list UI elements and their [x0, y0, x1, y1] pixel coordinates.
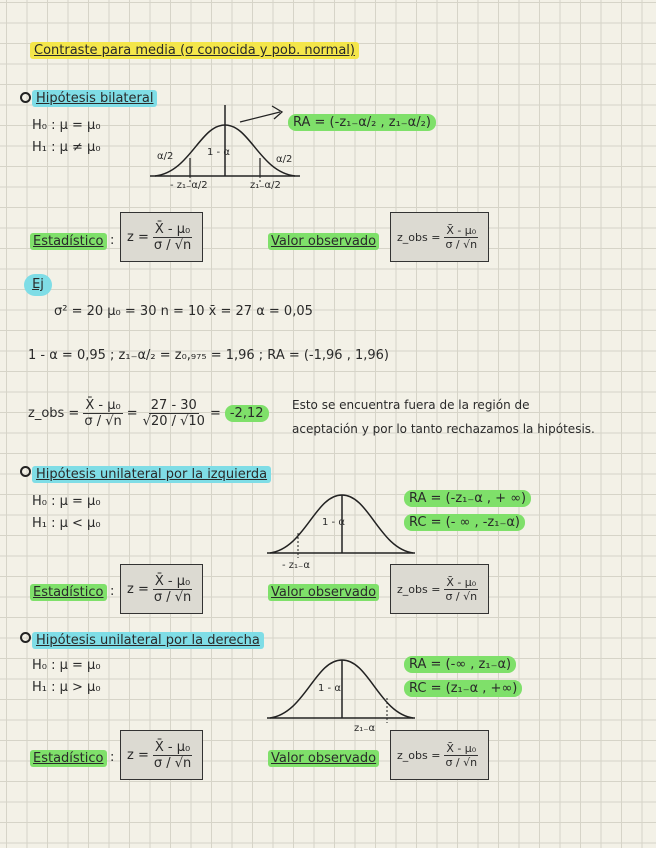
obs-denominator: σ / √n [445, 237, 478, 251]
example-given: σ² = 20 μ₀ = 30 n = 10 x̄ = 27 α = 0,05 [54, 304, 313, 319]
h1-right: H₁ : μ > μ₀ [32, 680, 101, 695]
estadistico-label: Estadístico [30, 750, 107, 767]
example-f1-num: X̄ - μ₀ [85, 398, 121, 413]
formula-denominator: σ / √n [153, 589, 192, 605]
h0-bilateral: H₀ : μ = μ₀ [32, 118, 101, 133]
page-title: Contraste para media (σ conocida y pob. normal) [30, 42, 359, 59]
bullet-icon [20, 632, 31, 643]
statistic-formula-box [120, 564, 203, 614]
example-f2-den: √20 / √10 [142, 414, 205, 429]
formula-denominator: σ / √n [153, 237, 192, 253]
bullet-icon [20, 466, 31, 477]
example-zobs-label: z_obs = [28, 406, 80, 421]
example-line2: 1 - α = 0,95 ; z₁₋α/₂ = z₀,₉₇₅ = 1,96 ; RA = (-1,96 , 1,96) [28, 348, 389, 363]
z-symbol: z = [127, 581, 149, 597]
statistic-formula-box [120, 212, 203, 262]
z-symbol: z = [127, 747, 149, 763]
h1-left: H₁ : μ < μ₀ [32, 516, 101, 531]
zobs-symbol: z_obs = [397, 582, 441, 596]
formula-numerator: X̄ - μ₀ [154, 573, 191, 589]
heading-right: Hipótesis unilateral por la derecha [32, 632, 264, 649]
zobs-symbol: z_obs = [397, 230, 441, 244]
statistic-formula-box [120, 730, 203, 780]
valor-observado-label: Valor observado [268, 750, 379, 767]
tick-right-bilateral: z₁₋α/2 [250, 180, 281, 191]
observed-formula-box [390, 730, 489, 780]
rc-right: RC = (z₁₋α , +∞) [404, 680, 522, 697]
bell-curve-right [265, 640, 420, 725]
obs-numerator: X̄ - μ₀ [446, 223, 477, 237]
center-area-left: 1 - α [322, 517, 345, 528]
example-tag: Ej [24, 274, 52, 296]
obs-numerator: X̄ - μ₀ [446, 575, 477, 589]
formula-numerator: X̄ - μ₀ [154, 739, 191, 755]
tick-left-bilateral: - z₁₋α/2 [170, 180, 208, 191]
heading-bilateral: Hipótesis bilateral [32, 90, 157, 107]
zobs-symbol: z_obs = [397, 748, 441, 762]
h0-left: H₀ : μ = μ₀ [32, 494, 101, 509]
h1-bilateral: H₁ : μ ≠ μ₀ [32, 140, 101, 155]
center-area-right: 1 - α [318, 683, 341, 694]
conclusion-line1: Esto se encuentra fuera de la región de [292, 398, 530, 412]
formula-numerator: X̄ - μ₀ [154, 221, 191, 237]
observed-formula-box [390, 212, 489, 262]
tick-right: z₁₋α [354, 723, 376, 734]
obs-numerator: X̄ - μ₀ [446, 741, 477, 755]
example-zobs-calc: z_obs = $\frac{\text{X̄ - μ₀}}{\sigma / √n}$ = $\frac{27 - 30}{√20 / √10}$ = -2,12 [28, 398, 269, 429]
rc-left: RC = (- ∞ , -z₁₋α) [404, 514, 525, 531]
alpha-half-right: α/2 [276, 154, 293, 165]
center-area-bilateral: 1 - α [207, 147, 230, 158]
alpha-half-left: α/2 [157, 151, 174, 162]
valor-observado-label: Valor observado [268, 233, 379, 250]
heading-left: Hipótesis unilateral por la izquierda [32, 466, 271, 483]
observed-formula-box [390, 564, 489, 614]
estadistico-label: Estadístico [30, 233, 107, 250]
estadistico-label: Estadístico [30, 584, 107, 601]
ra-left: RA = (-z₁₋α , + ∞) [404, 490, 531, 507]
obs-denominator: σ / √n [445, 589, 478, 603]
formula-denominator: σ / √n [153, 755, 192, 771]
example-result: -2,12 [225, 405, 269, 422]
example-f2-num: 27 - 30 [150, 398, 197, 413]
valor-observado-label: Valor observado [268, 584, 379, 601]
conclusion-line2: aceptación y por lo tanto rechazamos la hipótesis. [292, 422, 595, 436]
bullet-icon [20, 92, 31, 103]
tick-left: - z₁₋α [282, 560, 310, 571]
obs-denominator: σ / √n [445, 755, 478, 769]
ra-right: RA = (-∞ , z₁₋α) [404, 656, 516, 673]
ra-bilateral: RA = (-z₁₋α/₂ , z₁₋α/₂) [288, 114, 436, 131]
h0-right: H₀ : μ = μ₀ [32, 658, 101, 673]
example-f1-den: σ / √n [84, 414, 122, 429]
z-symbol: z = [127, 229, 149, 245]
